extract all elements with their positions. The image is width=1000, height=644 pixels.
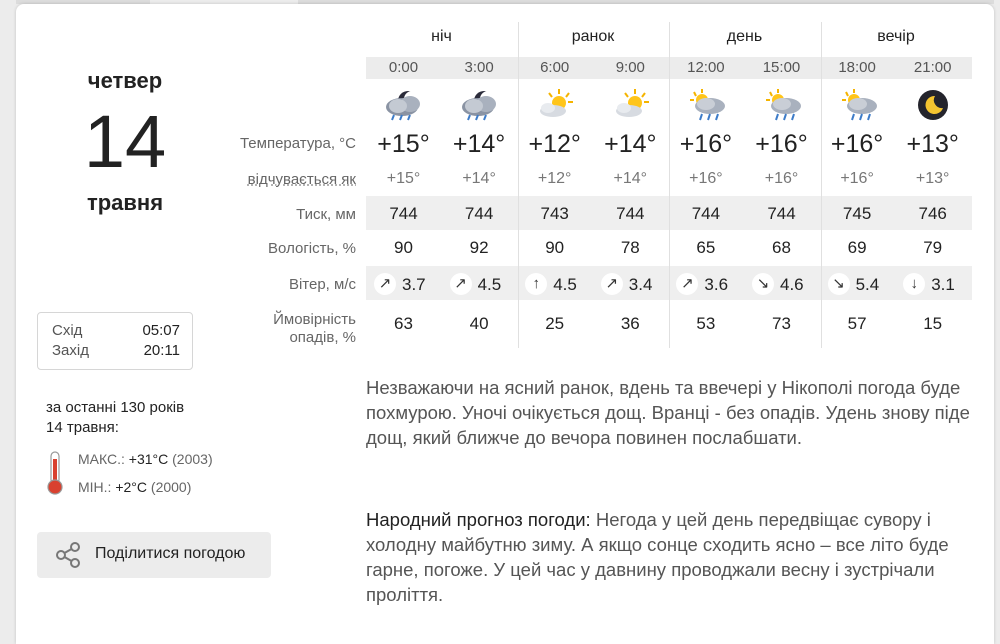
wind-speed-value: 3.6 — [704, 275, 729, 294]
wind-cell — [820, 273, 895, 299]
history-title-line1: за останні 130 років — [46, 399, 185, 416]
temperature-value: +16° — [679, 130, 733, 158]
sun-cloud-rain-icon — [758, 87, 806, 123]
history-max-value: +31°C — [128, 451, 169, 467]
sunrise-label: Схід — [52, 322, 83, 339]
label-temperature: Температура, °С — [239, 135, 356, 152]
day-number: 14 — [83, 100, 167, 183]
time-label: 12:00 — [687, 59, 725, 76]
humidity-value: 78 — [620, 238, 640, 257]
pressure-value: 744 — [464, 204, 494, 223]
wind-cell — [668, 273, 743, 299]
thermometer-icon — [46, 451, 64, 495]
feels-like-value: +14° — [613, 170, 648, 187]
wind-speed-value: 3.7 — [402, 275, 426, 294]
moon-icon — [909, 87, 957, 123]
precipitation-value: 57 — [847, 314, 867, 333]
label-precipitation-line1: Ймовірність — [273, 311, 356, 328]
label-humidity: Вологість, % — [268, 240, 356, 257]
pressure-value: 745 — [842, 204, 872, 223]
wind-cell — [442, 273, 517, 299]
wind-speed-value: 4.5 — [553, 275, 577, 294]
wind-direction-icon: ↗ — [601, 273, 623, 295]
sunset-time: 20:11 — [143, 342, 180, 359]
share-weather-button[interactable] — [37, 532, 271, 578]
folk-forecast-label: Народний прогноз погоди: — [366, 509, 591, 530]
precipitation-value: 40 — [469, 314, 489, 333]
feels-like-value: +13° — [915, 170, 950, 187]
label-pressure: Тиск, мм — [296, 206, 356, 223]
weekday: четвер — [87, 68, 163, 93]
temperature-value: +15° — [377, 130, 430, 158]
temperature-value: +16° — [755, 130, 808, 158]
sun-cloud-icon — [531, 87, 579, 123]
time-label: 9:00 — [615, 59, 645, 76]
period-header: ранок — [571, 28, 615, 45]
feels-like-value: +16° — [840, 170, 874, 187]
humidity-value: 68 — [772, 238, 791, 257]
label-feels-like[interactable]: відчувається як — [247, 171, 356, 188]
temperature-value: +12° — [528, 130, 581, 158]
feels-like-value: +14° — [462, 170, 496, 187]
wind-direction-icon: ↓ — [903, 273, 925, 295]
wind-cell — [366, 273, 441, 299]
sunrise-time: 05:07 — [142, 322, 180, 339]
folk-forecast — [366, 507, 978, 607]
history-min — [78, 479, 191, 495]
wind-direction-icon: ↗ — [676, 273, 698, 295]
precipitation-value: 36 — [620, 314, 640, 333]
time-label: 6:00 — [540, 59, 570, 76]
history-min-year: (2000) — [150, 479, 192, 495]
history-max — [78, 451, 213, 467]
pressure-value: 744 — [767, 204, 796, 223]
precipitation-value: 15 — [923, 314, 943, 333]
humidity-value: 90 — [545, 238, 565, 257]
wind-direction-icon: ↑ — [525, 273, 547, 295]
history-max-year: (2003) — [172, 451, 213, 467]
precipitation-value: 53 — [696, 314, 716, 333]
period-header: день — [726, 28, 763, 45]
precipitation-value: 25 — [545, 314, 565, 333]
sunrise-row — [52, 322, 180, 339]
wind-speed-value: 3.4 — [628, 275, 653, 294]
wind-direction-icon: ↗ — [450, 273, 472, 295]
humidity-value: 65 — [696, 238, 716, 257]
precipitation-value: 73 — [772, 314, 791, 333]
sun-cloud-icon — [607, 87, 655, 123]
cloud-rain-moon-icon — [456, 87, 504, 123]
temperature-value: +13° — [906, 130, 959, 158]
history-title — [46, 398, 184, 438]
share-icon — [55, 542, 81, 568]
feels-like-value: +16° — [764, 170, 799, 187]
precipitation-value: 63 — [394, 314, 413, 333]
share-label: Поділитися погодою — [95, 545, 246, 562]
pressure-value: 743 — [540, 204, 569, 223]
wind-speed-value: 4.5 — [477, 275, 502, 294]
pressure-value: 744 — [616, 204, 645, 223]
history-min-value: +2°C — [115, 479, 148, 495]
feels-like-value: +12° — [537, 170, 572, 187]
period-header: ніч — [431, 28, 452, 45]
time-label: 3:00 — [464, 59, 494, 76]
pressure-value: 744 — [389, 204, 418, 223]
sunset-row — [52, 342, 180, 359]
wind-cell — [895, 273, 970, 299]
time-label: 21:00 — [913, 59, 952, 76]
wind-direction-icon: ↘ — [828, 273, 850, 295]
wind-direction-icon: ↗ — [374, 273, 396, 295]
folk-forecast-text: Негода у цей день передвіщає сувору і холодну майбутню зиму. А якщо сонце сходить ясно – все літо буде гарне, погоже. У цей час у давнину проводжали весну і зустрічали проліття. — [366, 509, 949, 605]
pressure-value: 746 — [918, 204, 947, 223]
history-title-line2: 14 травня: — [46, 419, 119, 436]
temperature-value: +14° — [452, 130, 506, 158]
time-label: 18:00 — [838, 59, 876, 76]
humidity-value: 90 — [394, 238, 413, 257]
wind-speed-value: 3.1 — [931, 275, 955, 294]
pressure-value: 744 — [691, 204, 721, 223]
sun-cloud-rain-icon — [834, 87, 882, 123]
time-label: 0:00 — [388, 59, 419, 76]
wind-cell — [517, 273, 592, 299]
period-header: вечір — [877, 28, 915, 45]
sunset-label: Захід — [52, 342, 89, 359]
temperature-value: +16° — [830, 130, 884, 158]
history-max-label: МАКС.: — [78, 451, 125, 467]
wind-direction-icon: ↘ — [752, 273, 774, 295]
humidity-value: 79 — [923, 238, 943, 257]
cloud-rain-moon-icon — [380, 87, 428, 123]
temperature-value: +14° — [604, 130, 657, 158]
wind-speed-value: 5.4 — [855, 275, 880, 294]
forecast-description: Незважаючи на ясний ранок, вдень та ввечері у Нікополі погода буде похмурою. Уночі очікується дощ. Вранці - без опадів. Удень знову піде дощ, який ближче до вечора повинен послабшати. — [366, 377, 970, 448]
history-min-label: МІН.: — [78, 479, 112, 495]
label-precipitation-line2: опадів, % — [289, 329, 356, 346]
feels-like-value: +16° — [689, 170, 723, 187]
humidity-value: 92 — [469, 238, 489, 257]
month-name: травня — [86, 190, 164, 215]
wind-cell — [593, 273, 668, 299]
sun-cloud-rain-icon — [682, 87, 730, 123]
label-wind: Вітер, м/с — [288, 276, 356, 293]
humidity-value: 69 — [847, 238, 867, 257]
feels-like-value: +15° — [386, 170, 421, 187]
wind-cell — [744, 273, 819, 299]
wind-speed-value: 4.6 — [780, 275, 804, 294]
sunrise-sunset-box — [37, 312, 193, 370]
time-label: 15:00 — [762, 59, 801, 76]
